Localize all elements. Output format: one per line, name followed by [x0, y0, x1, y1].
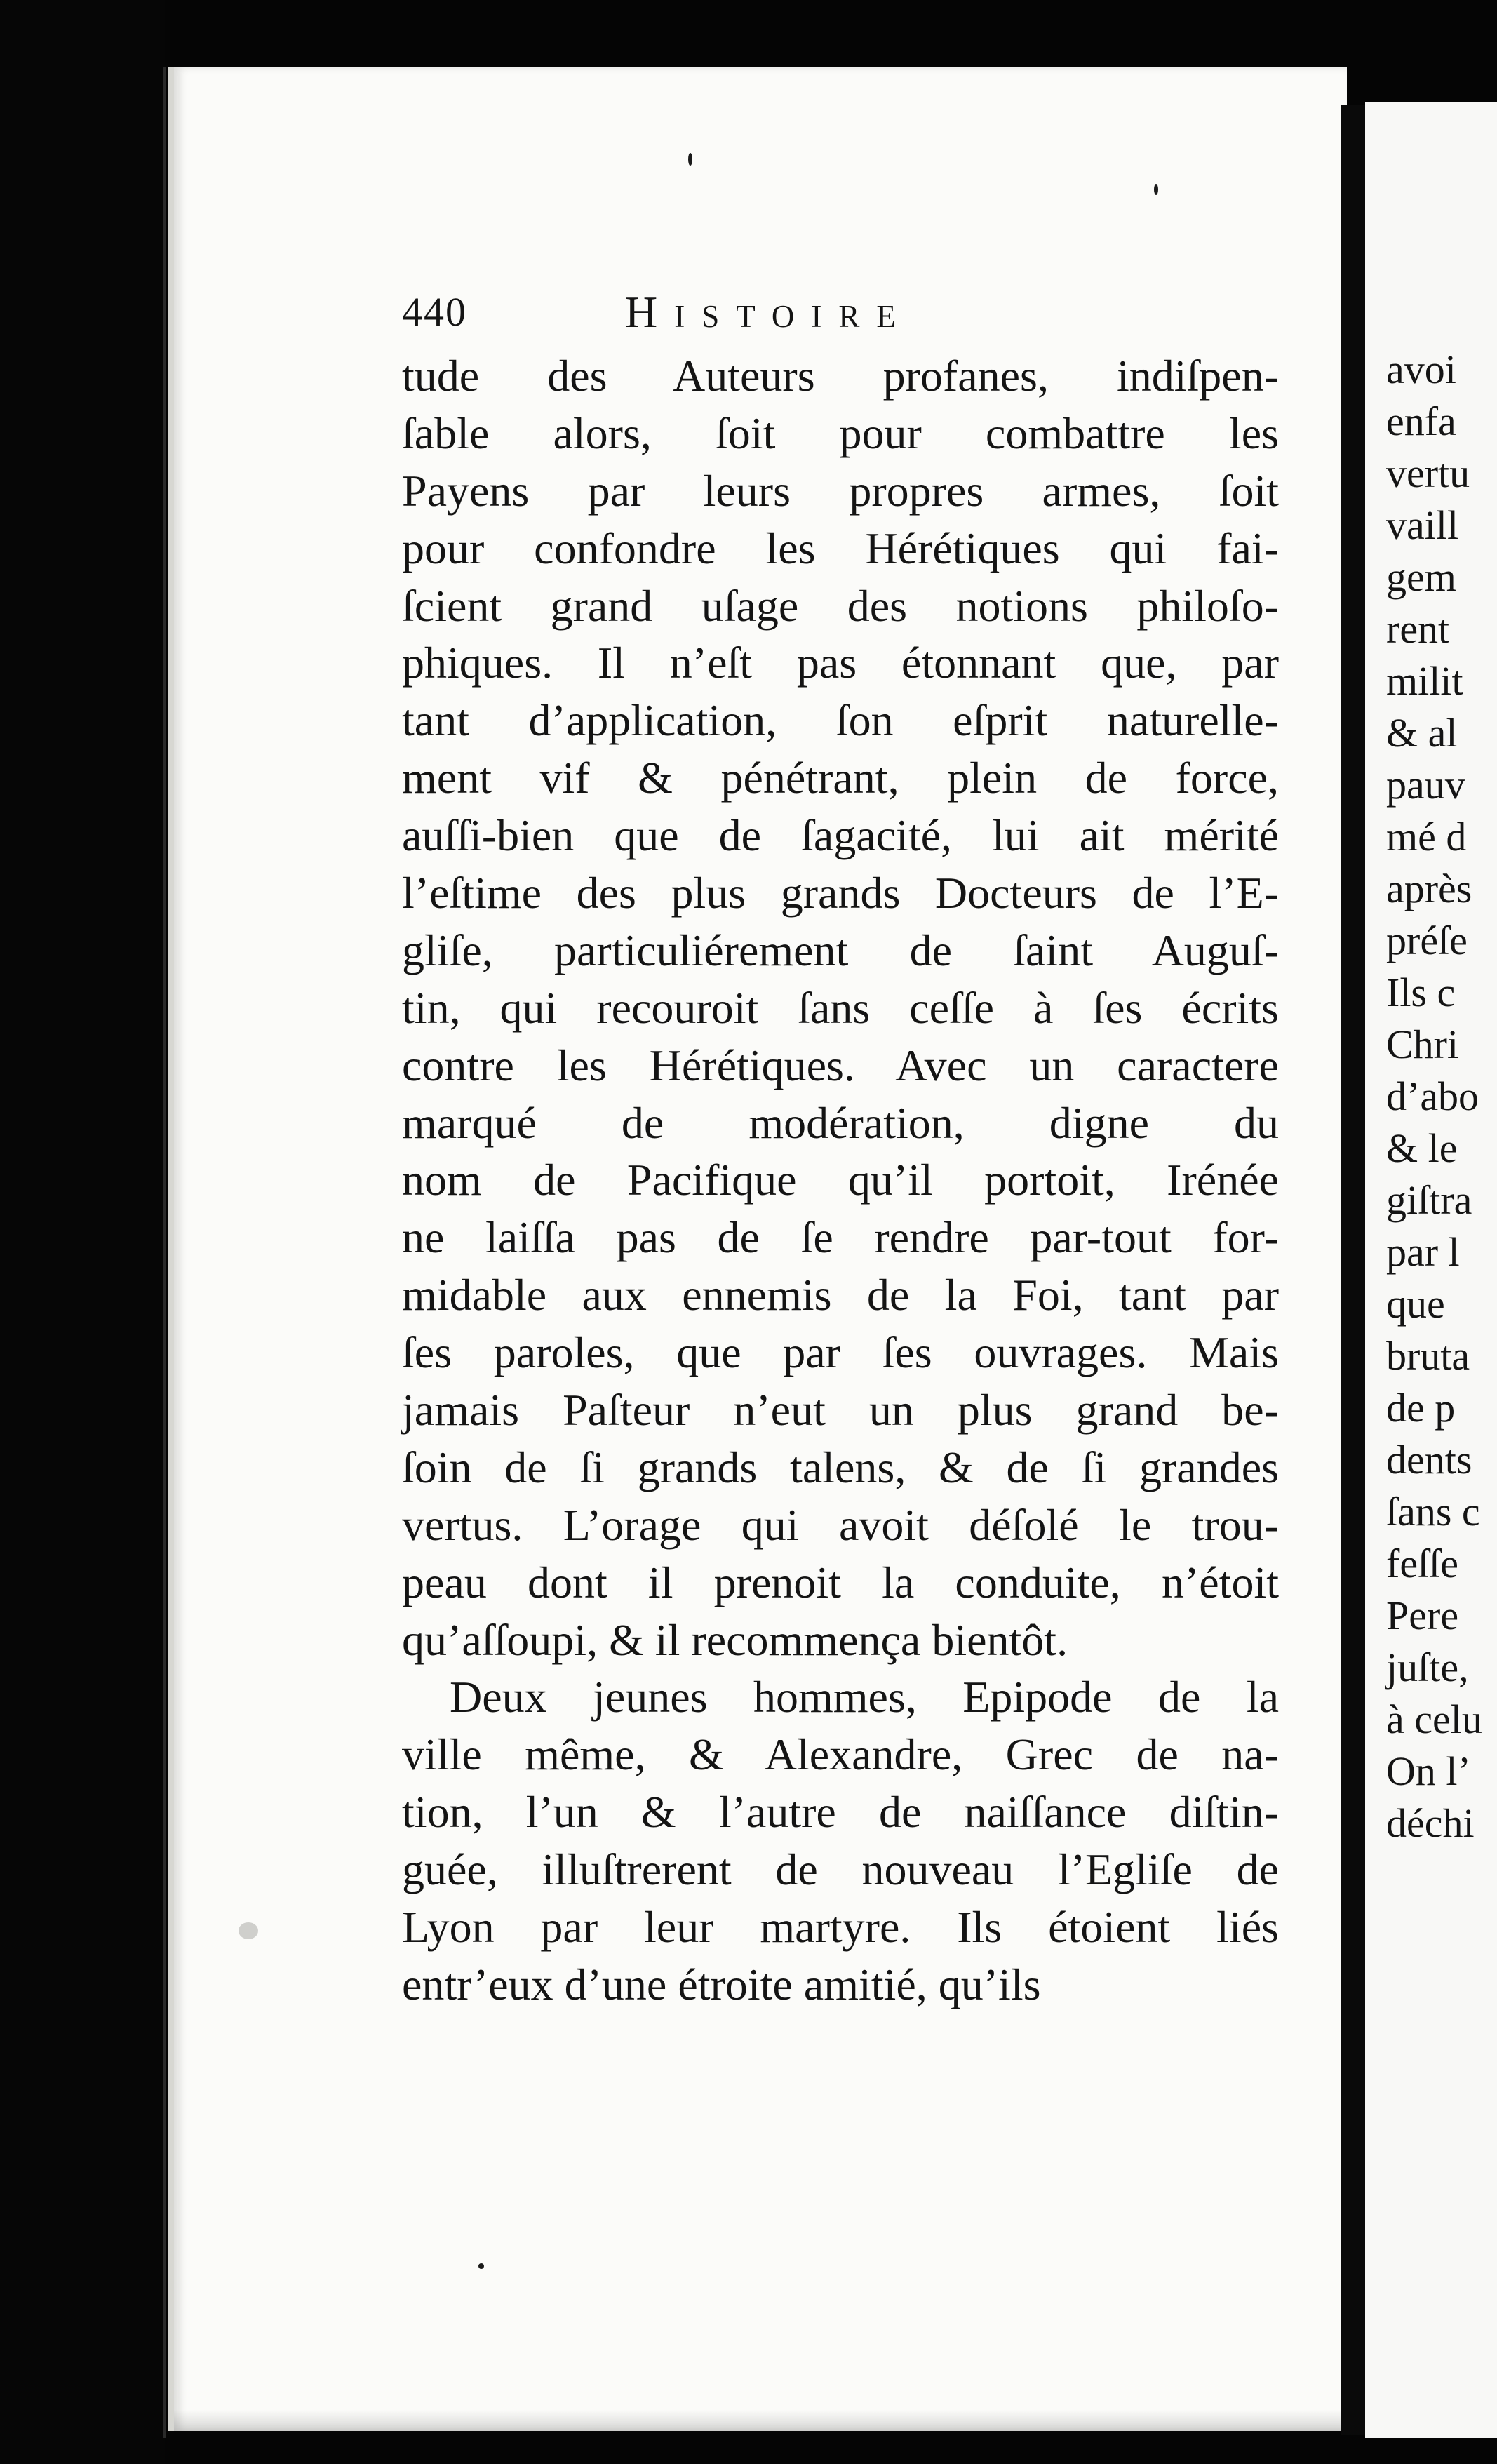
body-text — [402, 347, 1279, 2014]
text-line: tion, l’un & l’autre de naiſſance diſtin- — [402, 1787, 1279, 1837]
facing-page-line: giſtra — [1386, 1177, 1472, 1223]
facing-page-line: préſe — [1386, 918, 1468, 963]
text-line: qu’aſſoupi, & il recommença bientôt. — [402, 1614, 1068, 1665]
facing-page-line: de p — [1386, 1385, 1456, 1431]
paper-stain — [239, 1922, 258, 1939]
text-line: ville même, & Alexandre, Grec de na- — [402, 1729, 1279, 1780]
text-line: marqué de modération, digne du — [402, 1097, 1279, 1148]
facing-page-line: déchi — [1386, 1800, 1475, 1846]
page-number: 440 — [402, 289, 467, 335]
facing-page-line: & le — [1386, 1125, 1458, 1171]
facing-page-line: vertu — [1386, 450, 1470, 496]
facing-page-line: après — [1386, 866, 1472, 911]
facing-page-line: gem — [1386, 554, 1456, 600]
text-line: jamais Paſteur n’eut un plus grand be- — [402, 1385, 1279, 1435]
text-line: midable aux ennemis de la Foi, tant par — [402, 1270, 1279, 1320]
text-line: ſable alors, ſoit pour combattre les — [402, 408, 1279, 458]
text-line: tude des Auteurs profanes, indiſpen- — [402, 351, 1279, 401]
running-title: Histoire — [625, 287, 913, 337]
page-header — [402, 288, 1286, 344]
facing-page-line: enfa — [1386, 399, 1456, 444]
text-line: tant d’application, ſon eſprit naturelle- — [402, 695, 1279, 746]
facing-page-line: milit — [1386, 658, 1463, 704]
text-line: ſcient grand uſage des notions philoſo- — [402, 580, 1279, 631]
text-line: auſſi-bien que de ſagacité, lui ait mérité — [402, 810, 1279, 861]
page-shadow — [174, 2410, 1347, 2431]
facing-page-line: par l — [1386, 1229, 1460, 1275]
facing-page-line: que — [1386, 1281, 1445, 1327]
text-line: l’eſtime des plus grands Docteurs de l’E- — [402, 868, 1279, 918]
facing-page-line: à celu — [1386, 1696, 1482, 1742]
facing-page — [1365, 102, 1497, 2438]
facing-page-line: feſſe — [1386, 1541, 1459, 1586]
page-gutter — [1341, 105, 1365, 2435]
ink-speck — [478, 2263, 484, 2269]
facing-page-line: pauv — [1386, 762, 1465, 808]
text-line: pour confondre les Hérétiques qui fai- — [402, 523, 1279, 573]
text-line: nom de Pacifique qu’il portoit, Irénée — [402, 1155, 1279, 1205]
ink-speck — [688, 153, 692, 166]
book-left-edge — [0, 0, 165, 2464]
text-line: phiques. Il n’eſt pas étonnant que, par — [402, 638, 1279, 688]
facing-page-line: vaill — [1386, 502, 1459, 548]
text-line: ſoin de ſi grands talens, & de ſi grandes — [402, 1442, 1279, 1492]
text-line: Payens par leurs propres armes, ſoit — [402, 465, 1279, 516]
facing-page-line: rent — [1386, 606, 1450, 652]
spine-line — [163, 67, 166, 2438]
facing-page-line: juſte, — [1386, 1645, 1469, 1690]
text-line: tin, qui recouroit ſans ceſſe à ſes écrits — [402, 982, 1279, 1033]
facing-page-line: & al — [1386, 710, 1458, 756]
text-line: guée, illuſtrerent de nouveau l’Egliſe de — [402, 1844, 1279, 1895]
text-line: Deux jeunes hommes, Epipode de la — [450, 1672, 1279, 1722]
ink-speck — [1154, 184, 1158, 195]
text-line: peau dont il prenoit la conduite, n’étoit — [402, 1557, 1279, 1607]
text-line: ment vif & pénétrant, plein de force, — [402, 753, 1279, 803]
facing-page-line: Ils c — [1386, 970, 1456, 1015]
text-line: entr’eux d’une étroite amitié, qu’ils — [402, 1959, 1041, 2009]
text-line: Lyon par leur martyre. Ils étoient liés — [402, 1902, 1279, 1953]
facing-page-line: avoi — [1386, 347, 1456, 392]
text-line: ne laiſſa pas de ſe rendre par-tout for- — [402, 1212, 1279, 1263]
facing-page-line: bruta — [1386, 1333, 1470, 1379]
facing-page-line: ſans c — [1386, 1489, 1480, 1534]
facing-page-line: On l’ — [1386, 1748, 1471, 1794]
text-line: ſes paroles, que par ſes ouvrages. Mais — [402, 1327, 1279, 1378]
facing-page-line: d’abo — [1386, 1073, 1479, 1119]
facing-page-line: mé d — [1386, 814, 1467, 859]
text-line: gliſe, particuliérement de ſaint Auguſ- — [402, 925, 1279, 975]
facing-page-line: Pere — [1386, 1593, 1459, 1638]
facing-page-line: Chri — [1386, 1022, 1459, 1067]
text-line: vertus. L’orage qui avoit déſolé le trou- — [402, 1499, 1279, 1550]
text-line: contre les Hérétiques. Avec un caractere — [402, 1040, 1279, 1090]
facing-page-line: dents — [1386, 1437, 1472, 1482]
